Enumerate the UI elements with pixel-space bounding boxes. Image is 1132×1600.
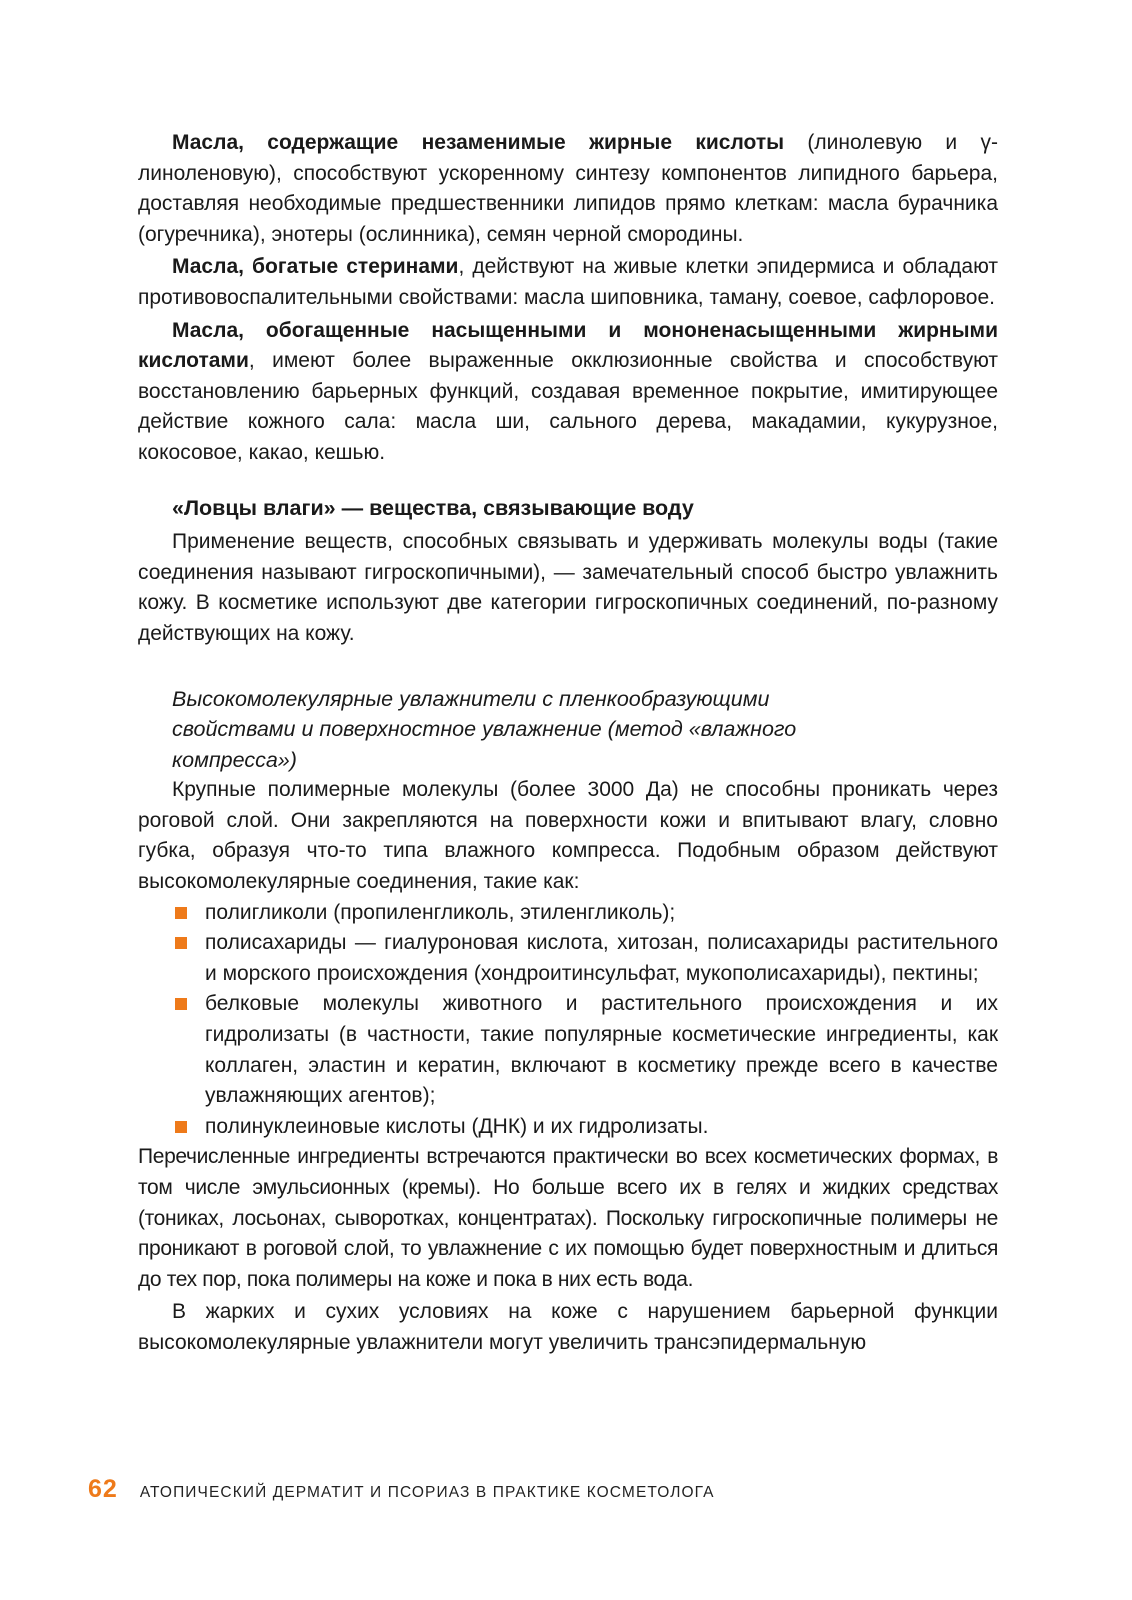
list-item-text: полисахариды — гиалуроновая кислота, хитозан, полисахариды растительного и морского происхождения (хондроитинсульфат, мукополисахариды), пектины; xyxy=(205,931,998,985)
paragraph-essential-fatty-acids xyxy=(138,128,998,250)
humectant-list xyxy=(138,898,998,1143)
list-item xyxy=(138,898,998,929)
paragraph-sterols xyxy=(138,252,998,313)
paragraph-lead: Масла, богатые стеринами xyxy=(172,255,459,279)
list-item xyxy=(138,1112,998,1143)
list-item-text: белковые молекулы животного и растительного происхождения и их гидролизаты (в частности, такие популярные косметические ингредиенты, как коллаген, эластин и кератин, включают в косметику прежде всего в качестве увлажняющих агентов); xyxy=(205,992,998,1108)
paragraph-ingredients-forms: Перечисленные ингредиенты встречаются практически во всех косметических формах, в том числе эмульсионных (кремы). Но больше всего их в гелях и жидких средствах (тониках, лосьонах, сыворотках, концентратах). Поскольку гигроскопичные полимеры не проникают в роговой слой, то увлажнение с их помощью будет поверхностным и длиться до тех пор, пока полимеры на коже и пока в них есть вода. xyxy=(138,1145,998,1291)
paragraph-hot-dry-conditions: В жарких и сухих условиях на коже с нарушением барьерной функции высокомолекулярные увлажнители могут увеличить трансэпидермальную xyxy=(138,1300,998,1354)
list-item-text: полигликоли (пропиленгликоль, этиленгликоль); xyxy=(205,900,676,924)
paragraph-lead: Масла, содержащие незаменимые жирные кислоты xyxy=(172,131,785,154)
bullet-icon xyxy=(175,1121,187,1133)
paragraph-text: (линолевую и γ-линоленовую), способствуют ускоренному синтезу компонентов липидного барьера, доставляя необходимые предшественники липидов прямо клеткам: масла бурачника (огуречника), энотеры (ослинника), семян черной смородины. xyxy=(138,131,998,246)
paragraph-text: , имеют более выраженные окклюзионные свойства и способствуют восстановлению барьерных функций, создавая временное покрытие, имитирующее действие кожного сала: масла ши, сального дерева, макадамии, кукурузное, кокосовое, какао, кешью. xyxy=(138,349,998,464)
list-item xyxy=(138,989,998,1111)
subsection-intro: Крупные полимерные молекулы (более 3000 Да) не способны проникать через роговой слой. Они закрепляются на поверхности кожи и впитывают влагу, словно губка, образуя что-то типа влажного компресса. Подобным образом действуют высокомолекулярные соединения, такие как: xyxy=(138,778,998,894)
section-intro: Применение веществ, способных связывать и удерживать молекулы воды (такие соединения называют гигроскопичными), — замечательный способ быстро увлажнить кожу. В косметике используют две категории гигроскопичных соединений, по-разному действующих на кожу. xyxy=(138,530,998,645)
bullet-icon xyxy=(175,937,187,949)
running-title: АТОПИЧЕСКИЙ ДЕРМАТИТ И ПСОРИАЗ В ПРАКТИКЕ КОСМЕТОЛОГА xyxy=(139,1484,715,1501)
paragraph-saturated-acids xyxy=(138,316,998,469)
page-body xyxy=(138,128,998,1359)
page-number: 62 xyxy=(88,1475,118,1503)
subsection-heading: Высокомолекулярные увлажнители с пленкообразующими свойствами и поверхностное увлажнение (метод «влажного компресса») xyxy=(172,686,797,772)
bullet-icon xyxy=(175,998,187,1010)
paragraph-lead: Масла, обогащенные насыщенными и мононенасыщенными жирными кислотами xyxy=(138,318,998,373)
bullet-icon xyxy=(175,907,187,919)
paragraph-text: , действуют на живые клетки эпидермиса и обладают противовоспалительными свойствами: масла шиповника, таману, соевое, сафлоровое. xyxy=(138,255,998,309)
section-heading: «Ловцы влаги» — вещества, связывающие воду xyxy=(172,495,694,520)
list-item xyxy=(138,928,998,989)
list-item-text: полинуклеиновые кислоты (ДНК) и их гидролизаты. xyxy=(205,1114,709,1138)
page-footer xyxy=(88,1475,715,1515)
